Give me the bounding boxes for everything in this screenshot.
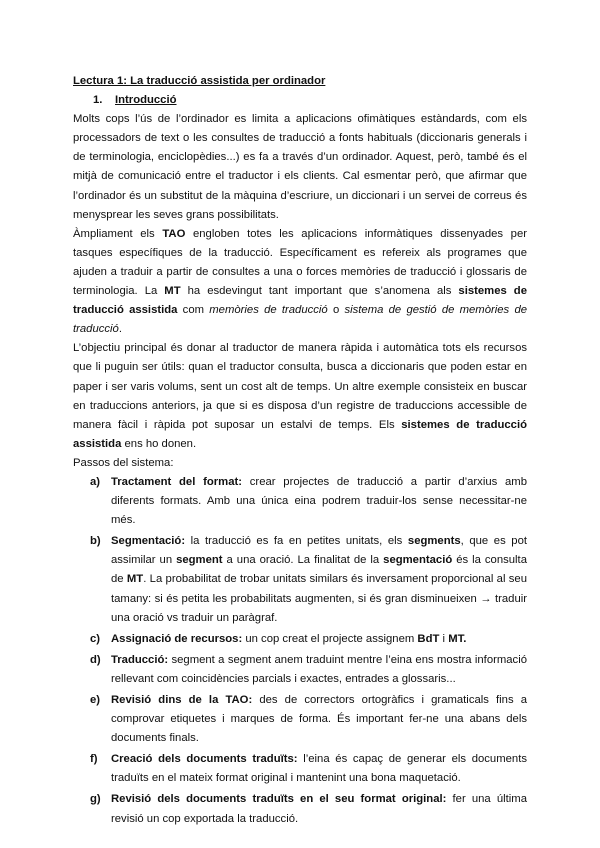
- step-marker: c): [90, 632, 101, 645]
- step-item: g) Revisió dels documents traduïts en el seu format original: fer una última revisió un cop exportada la traducció.: [90, 790, 527, 828]
- paragraph-objective: L’objectiu principal és donar al traductor de manera ràpida i automàtica tots els recursos que li puguin ser útils: quan el traductor consulta, busca a diccionaris que poden estar en paper i ser varis volums, sent un cost alt de temps. Un altre exemple consisteix en buscar en traduccions anteriors, ja que si es disposa d’un registre de traduccions accessible de manera fàcil i ràpida pot suposar un estalvi de temps. Els sistemes de traducció assistida ens ho donen.: [73, 342, 527, 450]
- section-title: Introducció: [115, 94, 177, 107]
- paragraph-tao: Àmpliament els TAO engloben totes les aplicacions informàtiques dissenyades per tasques específiques de la traducció. Específicament es refereix als programes que ajuden a traduir a partir de consultes a una o forces memòries de traducció i glossaris de terminologia. La MT ha esdevingut tant important que s’anomena als sistemes de traducció assistida com memòries de traducció o sistema de gestió de memòries de traducció.: [73, 227, 528, 336]
- step-item: d) Traducció: segment a segment anem traduint mentre l’eina ens mostra informació rellevant com coincidències parcials i exactes, entrades a glossaris...: [90, 651, 527, 689]
- step-marker: f): [90, 753, 98, 766]
- step-item: a) Tractament del format: crear projectes de traducció a partir d’arxius amb diferents formats. Amb una única eina podrem traduir-los sense necessitar-ne més.: [90, 473, 527, 530]
- paragraph-intro: Molts cops l’ús de l’ordinador es limita a aplicacions ofimàtiques estàndards, com els processadors de text o les consultes de traducció a fonts habituals (diccionaris generals i de terminologia, enciclopèdies...) es fa a través d’un ordinador. Aquest, però, també és el mitjà de comunicació entre el traductor i els clients. Cal esmentar però, que afirmar que l’ordinador és un substitut de la màquina d’escriure, un diccionari i un servei de correus és menysprear les seves grans possibilitats.: [73, 113, 527, 221]
- step-marker: e): [90, 694, 101, 706]
- step-marker: d): [90, 653, 101, 666]
- step-item: e) Revisió dins de la TAO: des de correctors ortogràfics i gramaticals fins a comprovar etiquetes i marques de forma. És important fer-ne una abans dels documents finals.: [90, 691, 527, 748]
- section-number: 1.: [93, 94, 103, 107]
- steps-label: Passos del sistema:: [73, 456, 174, 469]
- step-marker: g): [90, 793, 101, 806]
- step-item: b) Segmentació: la traducció es fa en petites unitats, els segments, que es pot assimilar un segment a una oració. La finalitat de la segmentació és la consulta de MT. La probabilitat de trobar unitats similars és inversament proporcional al seu tamany: si és petita les probabilitats augmenten, si és gran disminueixen → traduir una oració vs traduir un paràgraf.: [90, 532, 527, 627]
- step-item: f) Creació dels documents traduïts: l’eina és capaç de generar els documents traduïts en el mateix format original i mantenint una bona maquetació.: [90, 750, 527, 788]
- steps-list: [73, 473, 527, 829]
- document-title: Lectura 1: La traducció assistida per ordinador: [73, 75, 326, 87]
- step-item: c) Assignació de recursos: un cop creat el projecte assignem BdT i MT.: [90, 630, 527, 649]
- section-heading: [93, 91, 527, 110]
- step-marker: a): [90, 475, 101, 488]
- step-marker: b): [90, 535, 101, 548]
